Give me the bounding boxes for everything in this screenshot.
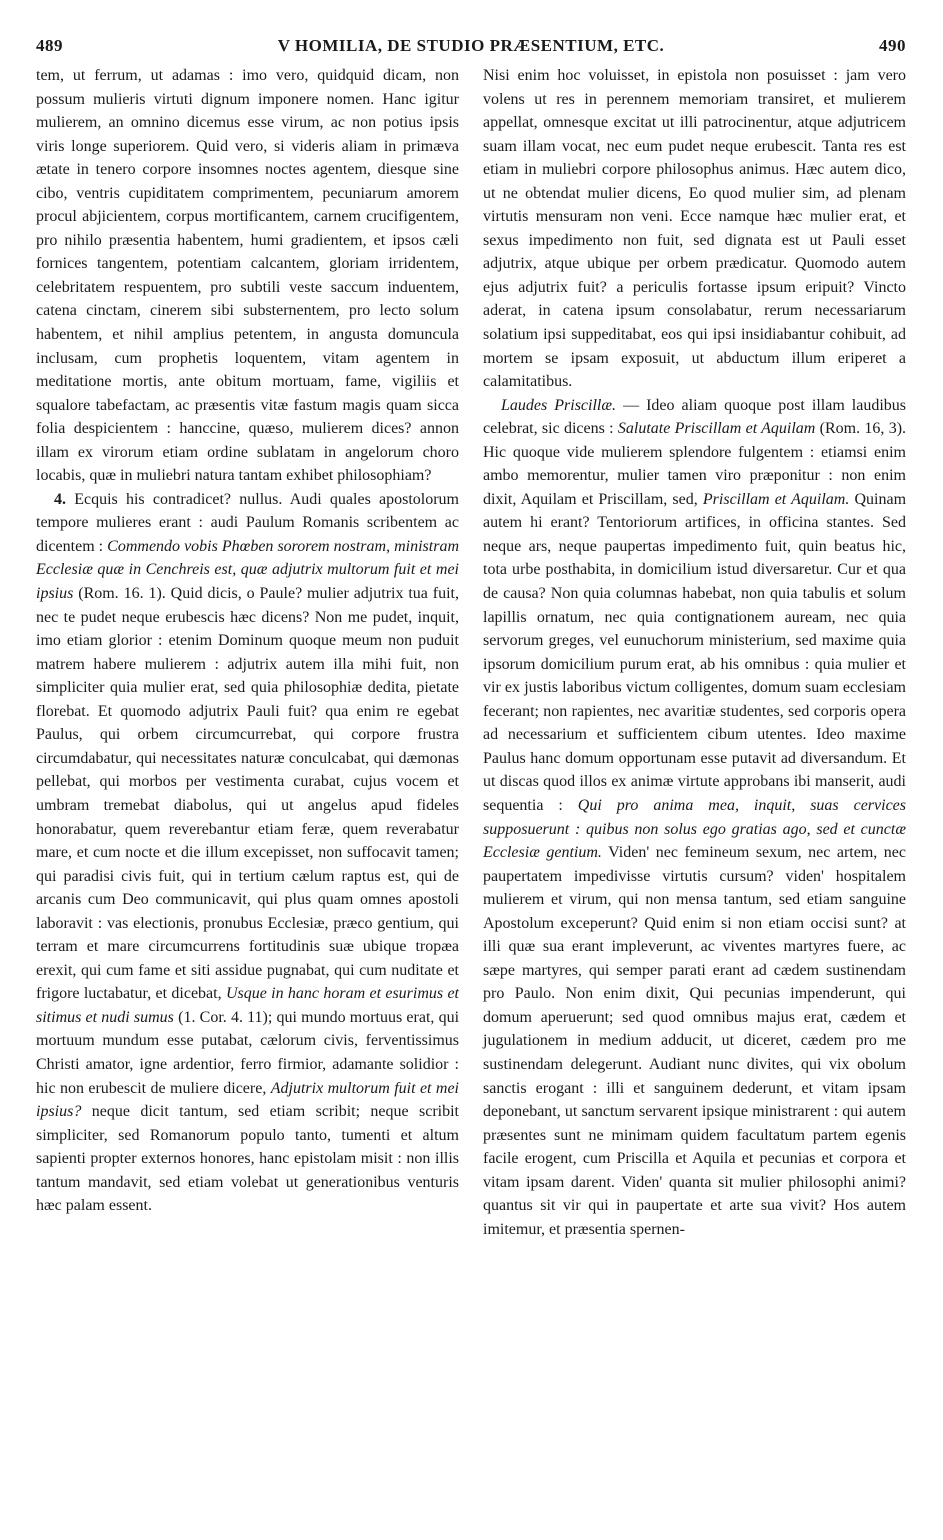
section-number: 4. xyxy=(54,490,66,508)
running-head xyxy=(36,36,906,62)
page-number-right: 490 xyxy=(879,36,906,55)
text-run: Viden' nec femineum sexum, nec artem, nec paupertatem impedivisse virtutis cursum? viden' hospitalem mulierem et virum, qui non mensa tantum, sed etiam sanguine Apostolum exceperunt? Quid enim si non etiam occisi sunt? at illi quæ sua erant impleverunt, ac viventes martyres fuere, ac sæpe martyres, qui semper parati erant ad cædem sustinendam pro Paulo. Non enim dixit, Qui pecunias impenderunt, qui domum aperuerunt; sed quod omnibus majus erat, cædem et jugulationem in medium adducit, ut diceret, cædem pro me sustinendam delegerunt. Audiant nunc divites, qui vix obolum sanctis erogant : illi et sanguinem dederunt, et vitam ipsam deponebant, ut sanctum servarent ipsique ministrarent : qui autem præsentes sunt ne minimam quidem facultatum partem egenis facile erogent, cum Priscilla et Aquila et pecunias et corpora et vitam ipsam darent. Viden' quanta sit mulier philosophi animi? quantus sit vir qui in paupertate et arte sua vivit? Hos autem imitemur, et præsentia spernen- xyxy=(483,844,906,1238)
scripture-quote: Priscillam et Aquilam. xyxy=(702,490,850,508)
right-column xyxy=(483,64,906,1241)
text-run: neque dicit tantum, sed etiam scribit; neque scribit simpliciter, sed Romanorum populo tanto, tumenti et altum sapienti propter externos honores, hanc epistolam misit : non illis tantum mandavit, sed etiam volebat ut generationibus venturis hæc palam essent. xyxy=(36,1103,460,1215)
section-heading: Laudes Priscillæ. xyxy=(501,396,617,414)
text-run: — Ideo aliam quoque post illam laudibus celebrat, sic dicens : xyxy=(483,396,907,438)
scripture-quote: Usque in hanc horam et esurimus et sitimus et nudi sumus xyxy=(36,985,460,1026)
text-run: (1. Cor. 4. 11); qui mundo mortuus erat, qui mortuum mundum esse putabat, cælorum civis, ferventissimus Christi amator, igne ardentior, ferro firmior, adamante solidior : hic non erubescit de muliere dicere, xyxy=(36,1008,460,1097)
scripture-quote: Salutate Priscillam et Aquilam xyxy=(617,420,816,438)
text-run: Ecquis his contradicet? nullus. Audi quales apostolorum tempore mulieres erant : audi Paulum Romanis scribentem ac dicentem : xyxy=(36,490,459,555)
page-number-left: 489 xyxy=(36,36,63,55)
text-run: (Rom. 16. 1). Quid dicis, o Paule? mulier adjutrix tua fuit, nec te pudet neque erubescis hæc dicens? Non me pudet, inquit, imo etiam glorior : etenim Dominum quoque meum non puduit matrem habere mulierem : adjutrix autem illa mihi fuit, non simpliciter quia mulier erat, sed quia philosophiæ dedita, pietate florebat. Et quomodo adjutrix Pauli fuit? qua enim re egebat Paulus, qui orbem circumcurrebat, qui corpore frustra circumdabatur, qui necessitates naturæ conculcabat, qui dæmonas pellebat, qui morbos per vestimenta curabat, cujus vocem et umbram tremebat diabolus, qui ut angelus apud fideles honorabatur, quem reverebantur etiam feræ, quem reverabatur mare, et cum nocte et die illum excepisset, non suffocavit tamen; qui paradisi civis fuit, qui in tertium cælum raptus est, qui de arcanis cum Deo communicavit, qui plus quam omnes apostoli laboravit : vas electionis, pronubus Ecclesiæ, præco gentium, qui terram et mare circumcurrens fortitudinis suæ ubique tropæa erexit, qui cum fame et siti assidue pugnabat, qui cum nuditate et frigore luctabatur, et dicebat, xyxy=(36,585,460,1003)
text-run: Quinam autem hi erant? Tentoriorum artifices, in officina stantes. Sed neque ars, neque paupertas impedimento fuit, quin beatus hic, tota urbe posthabita, in domicilium istud diversaretur. Cur et qua de causa? Non quia columnas habebat, non quia tabulis et solum lapillis ornatum, nec quia contignationem auream, nec quia servorum greges, vel eunuchorum ministerium, sed maxime quia ipsorum domicilium purum erat, ab his omnibus : quia mulier et vir ex justis laboribus victum colligentes, domum suam ecclesiam fecerant; non rapientes, nec avaritiæ studentes, sed corporis opera ad necessarium et sufficientem cibum utentes. Ideo maxime Paulus hanc domum opportunam esse putavit ad diversandum. Et ut discas quod illos ex animæ virtute approbans ibi manserit, audi sequentia : xyxy=(483,490,907,814)
scripture-quote: Qui pro anima mea, inquit, suas cervices supposuerunt : quibus non solus ego gratias ago, sed et cunctæ Ecclesiæ gentium. xyxy=(483,796,907,862)
left-column xyxy=(36,64,459,1218)
scripture-quote: Commendo vobis Phœben sororem nostram, ministram Ecclesiæ quæ in Cenchreis est, quæ adjutrix multorum fuit et mei ipsius xyxy=(36,537,460,603)
running-title: V HOMILIA, DE STUDIO PRÆSENTIUM, ETC. xyxy=(277,36,665,55)
paragraph: Nisi enim hoc voluisset, in epistola non posuisset : jam vero volens ut res in perennem memoriam transiret, et mulierem appellat, omnesque excitat ut illi patrocinentur, atque adjutricem suam illam vocat, nec eum pudet neque erubescit. Tanta res est etiam in muliebri corpore philosophus animus. Hæc autem dico, ut ne obtendat mulier dicens, Eo quod mulier sim, ad plenam virtutis mensuram non veni. Ecce namque hæc mulier erat, et sexus impedimento non fuit, sed dignata est ut Pauli esset adjutrix, atque ubique per orbem prædicatur. Quomodo autem ejus adjutrix fuit? a periculis fortasse ipsum eripuit? Vincto aderat, in catena ipsum consolabatur, rerum necessariarum solatium ipsi suppeditabat, eos qui ipsi insidiabantur cohibuit, ad mortem se ipsam exposuit, ut abductum illum eriperet a calamitatibus. xyxy=(483,67,906,391)
paragraph xyxy=(36,488,459,1218)
scripture-quote: Adjutrix multorum fuit et mei ipsius? xyxy=(36,1079,459,1121)
text-run: (Rom. 16, 3). Hic quoque vide mulierem splendore fulgentem : etiamsi enim ambo memorentur, mulier tamen viro præponitur : non enim dixit, Aquilam et Priscillam, sed, xyxy=(483,420,907,508)
paragraph: tem, ut ferrum, ut adamas : imo vero, quidquid dicam, non possum mulieris virtuti dignum imponere nomen. Hanc igitur mulierem, an omnino dicemus esse virum, ac non potius ipsis viris longe superiorem. Quid vero, si videris aliam in primæva ætate in tenero corpore insomnes noctes agentem, diesque sine cibo, ventris cupiditatem comprimentem, pecuniarum amorem procul abjicientem, corpus mortificantem, carnem crucifigentem, pro nihilo præsentia habentem, humi gradientem, et ipsos cæli fornices tangentem, potentiam calcantem, gloriam irridentem, celebritatem respuentem, pro subtili veste saccum induentem, catena cinctam, cinerem sibi substernentem, pro lecto solum habentem, et nihil amplius petentem, in angusta domuncula inclusam, cum prophetis loquentem, vitam agentem in meditatione mortis, ante obitum mortuam, fame, vigiliis et squalore tabefactam, ac præsentis vitæ fastum magis quam sicca folia despicientem : hanccine, quæso, mulierem dices? annon illam ex virorum etiam ordine sublatam in angelorum choro locabis, quæ in muliebri natura tantam exhibet philosophiam? xyxy=(36,67,459,485)
paragraph xyxy=(483,394,906,1242)
